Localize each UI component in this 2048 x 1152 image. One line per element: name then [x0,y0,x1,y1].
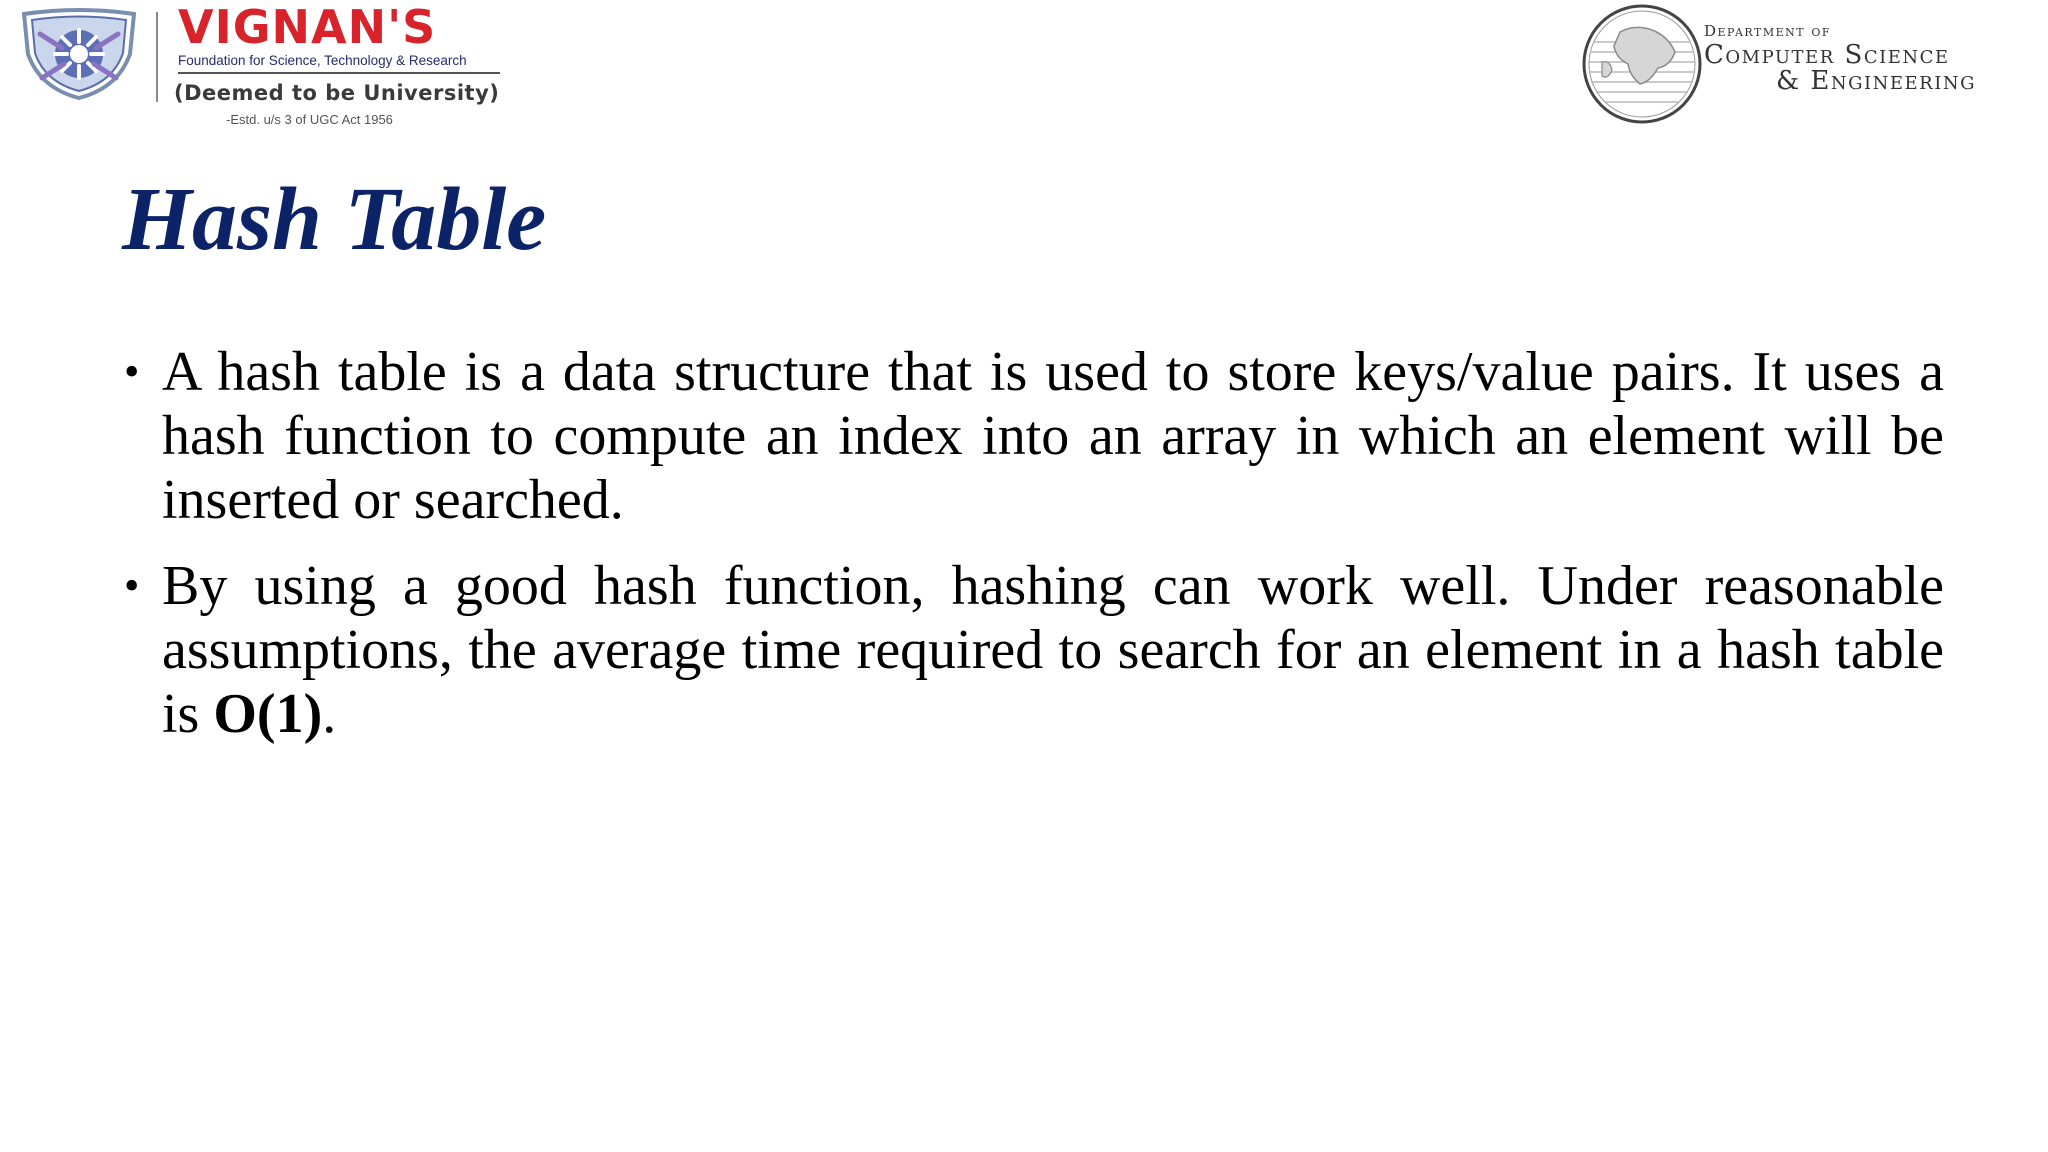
vignan-crest-icon [18,8,140,100]
department-name-line1: Computer Science [1704,40,1950,70]
bullet-list [124,340,1944,768]
university-tagline: Foundation for Science, Technology & Research [178,53,500,74]
bullet-text-end: . [322,683,337,745]
department-name-line2: & Engineering [1776,66,1976,96]
logo-divider [156,12,158,102]
university-established: -Estd. u/s 3 of UGC Act 1956 [226,112,393,127]
bullet-dot-icon: • [124,561,140,610]
complexity-notation: O(1) [213,683,323,745]
university-logo [18,0,500,127]
globe-icon [1580,2,1704,126]
university-name: VIGNAN'S [178,0,437,54]
bullet-item [124,554,1944,746]
bullet-text: By using a good hash function, hashing can work well. Under reasonable assumptions, the average time required to search for an element in a hash table is [162,555,1944,745]
bullet-text: A hash table is a data structure that is used to store keys/value pairs. It uses a hash function to compute an index into an array in which an element will be inserted or searched. [162,341,1944,531]
bullet-dot-icon: • [124,347,140,396]
slide-title: Hash Table [122,170,547,269]
bullet-item [124,340,1944,532]
university-deemed: (Deemed to be University) [174,81,500,105]
department-logo [1580,2,2048,128]
department-prefix: Department of [1704,22,1831,40]
